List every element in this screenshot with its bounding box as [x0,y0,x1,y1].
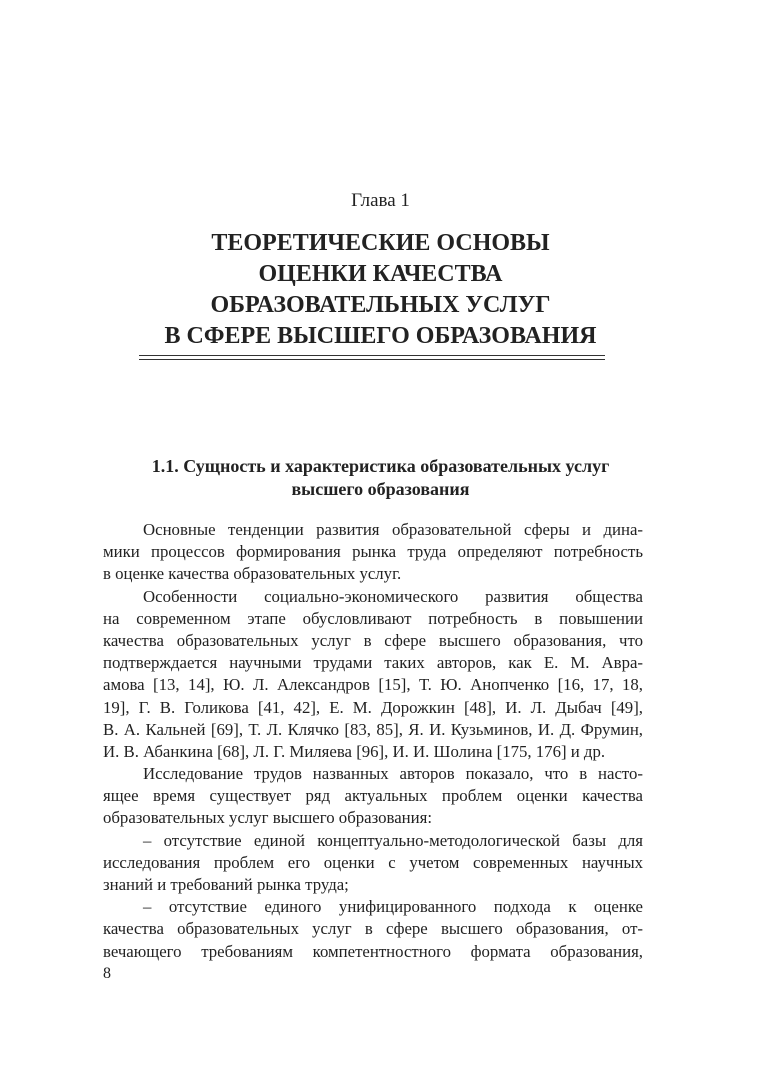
paragraph-line: в оценке качества образовательных услуг. [103,564,402,584]
list-item-line: знаний и требований рынка труда; [103,875,349,894]
paragraph-line: Особенности социально-экономического развития общества [143,586,643,606]
page-number: 8 [103,965,111,982]
title-divider-top [139,355,605,356]
list-item-line: качества образовательных услуг в сфере высшего образования, от- [103,919,643,939]
paragraph-line: качества образовательных услуг в сфере высшего образования, что [103,630,643,650]
chapter-title-line: ОБРАЗОВАТЕЛЬНЫХ УСЛУГ [210,292,551,318]
paragraph-line: В. А. Кальней [69], Т. Л. Клячко [83, 85], Я. И. Кузьминов, И. Д. Фрумин, [103,719,643,739]
chapter-title [80,228,681,352]
section-title-line: высшего образования [291,479,470,499]
list-item-line: – отсутствие единого унифицированного подхода к оценке [143,897,643,917]
paragraph-line: образовательных услуг высшего образования: [103,808,432,828]
body-text [103,519,643,963]
paragraph-line: 19], Г. В. Голикова [41, 42], Е. М. Дорожкин [48], И. Л. Дыбач [49], [103,697,643,717]
paragraph-line: И. В. Абанкина [68], Л. Г. Миляева [96], И. И. Шолина [175, 176] и др. [103,741,606,761]
section-title [80,455,681,501]
chapter-label: Глава 1 [351,190,410,211]
paragraph-line: подтверждается научными трудами таких авторов, как Е. М. Авра- [103,653,643,673]
paragraph-line: мики процессов формирования рынка труда определяют потребность [103,542,643,562]
paragraph-line: Исследование трудов названных авторов показало, что в насто- [143,764,643,784]
chapter-title-line: ОЦЕНКИ КАЧЕСТВА [258,261,503,287]
paragraph-line: Основные тенденции развития образовательной сферы и дина- [143,520,643,539]
title-divider-bottom [139,359,605,360]
chapter-title-line: В СФЕРЕ ВЫСШЕГО ОБРАЗОВАНИЯ [164,323,597,349]
section-title-line: 1.1. Сущность и характеристика образовательных услуг [151,456,610,476]
chapter-title-line: ТЕОРЕТИЧЕСКИЕ ОСНОВЫ [211,230,550,256]
list-item-line: исследования проблем его оценки с учетом современных научных [103,852,643,872]
paragraph-line: ящее время существует ряд актуальных проблем оценки качества [103,786,643,806]
list-item-line: вечающего требованиям компетентностного формата образования, [103,941,643,961]
paragraph-line: амова [13, 14], Ю. Л. Александров [15], Т. Ю. Анопченко [16, 17, 18, [103,675,643,695]
paragraph-line: на современном этапе обусловливают потребность в повышении [103,608,643,628]
list-item-line: – отсутствие единой концептуально-методологической базы для [143,830,643,850]
